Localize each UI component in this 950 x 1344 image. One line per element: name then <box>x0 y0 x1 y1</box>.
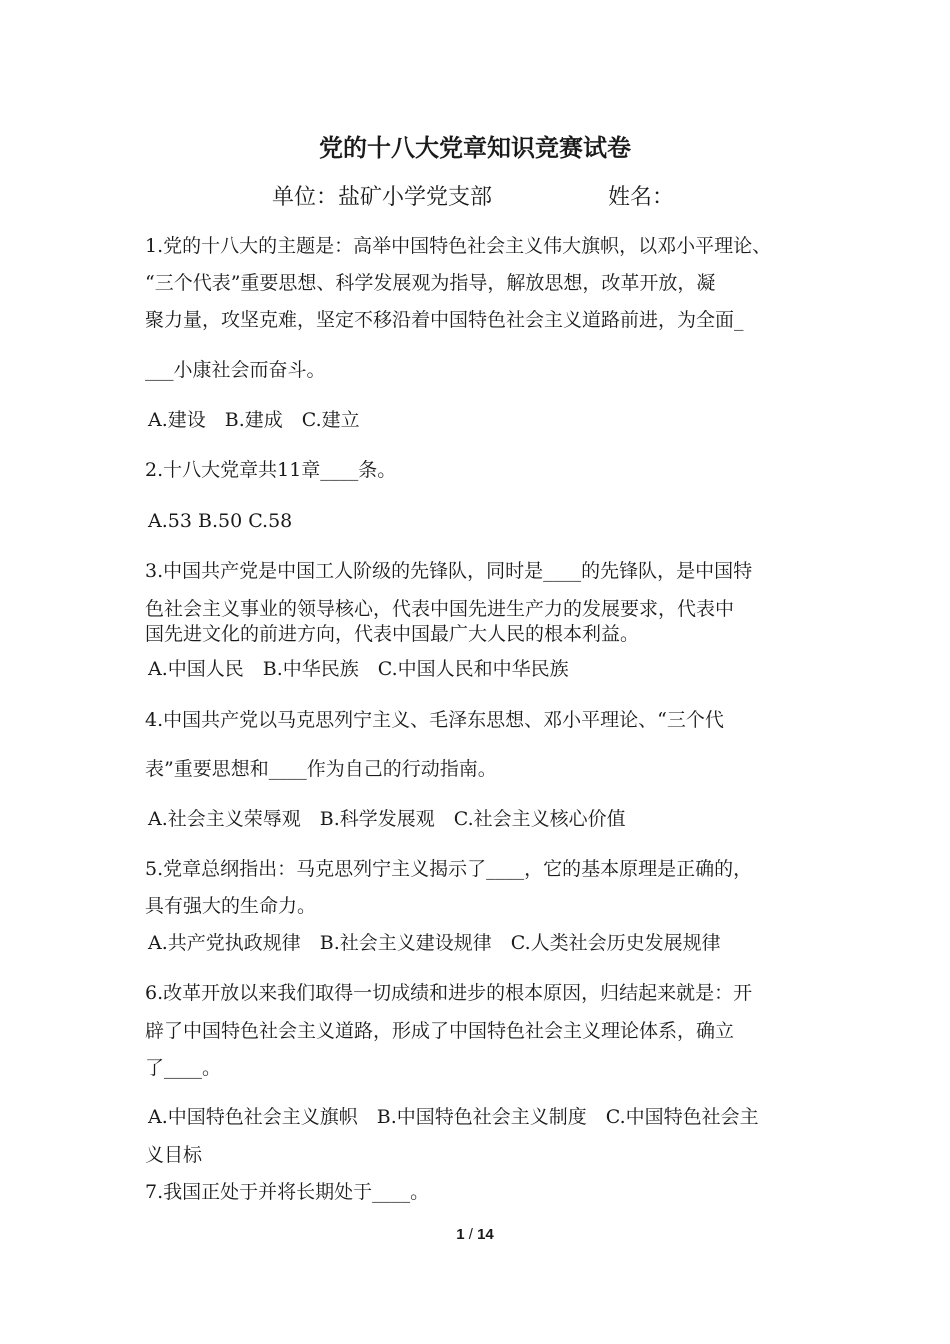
text-line: 1.党的十八大的主题是：高举中国特色社会主义伟大旗帜，以邓小平理论、 <box>145 235 772 257</box>
page-number <box>0 1226 950 1243</box>
option-line: A.社会主义荣辱观 B.科学发展观 C.社会主义核心价值 <box>148 808 626 830</box>
option-line: A.建设 B.建成 C.建立 <box>148 409 360 431</box>
text-line: 具有强大的生命力。 <box>145 895 317 917</box>
text-line: 6.改革开放以来我们取得一切成绩和进步的根本原因，归结起来就是：开 <box>145 982 753 1004</box>
text-line: ___小康社会而奋斗。 <box>145 359 326 381</box>
page-separator: / <box>468 1226 473 1243</box>
text-line: 表”重要思想和____作为自己的行动指南。 <box>145 758 497 780</box>
option-line: A.中国人民 B.中华民族 C.中国人民和中华民族 <box>148 658 569 680</box>
option-line: A.53 B.50 C.58 <box>148 510 293 532</box>
text-line: 国先进文化的前进方向，代表中国最广大人民的根本利益。 <box>145 623 640 645</box>
total-pages: 14 <box>477 1226 494 1243</box>
text-line: 2.十八大党章共11章____条。 <box>145 459 397 481</box>
text-line: 聚力量，攻坚克难，坚定不移沿着中国特色社会主义道路前进，为全面_ <box>145 309 744 331</box>
name-label: 姓名： <box>608 185 675 210</box>
option-line: A.共产党执政规律 B.社会主义建设规律 C.人类社会历史发展规律 <box>148 932 721 954</box>
header-line <box>272 182 675 214</box>
option-line: A.中国特色社会主义旗帜 B.中国特色社会主义制度 C.中国特色社会主 <box>148 1106 759 1128</box>
text-line: 了____。 <box>145 1057 222 1079</box>
text-line: 色社会主义事业的领导核心，代表中国先进生产力的发展要求，代表中 <box>145 598 735 620</box>
unit-label: 单位：盐矿小学党支部 <box>272 185 493 210</box>
current-page: 1 <box>456 1226 465 1243</box>
text-line: 3.中国共产党是中国工人阶级的先锋队，同时是____的先锋队，是中国特 <box>145 560 753 582</box>
text-line: 4.中国共产党以马克思列宁主义、毛泽东思想、邓小平理论、“三个代 <box>145 709 724 731</box>
text-line: 辟了中国特色社会主义道路，形成了中国特色社会主义理论体系，确立 <box>145 1020 735 1042</box>
text-line: 5.党章总纲指出：马克思列宁主义揭示了____，它的基本原理是正确的， <box>145 858 753 880</box>
text-line: 义目标 <box>145 1144 203 1166</box>
page-title: 党的十八大党章知识竞赛试卷 <box>319 133 631 162</box>
text-line: 7.我国正处于并将长期处于____。 <box>145 1181 430 1203</box>
text-line: “三个代表”重要思想、科学发展观为指导，解放思想，改革开放，凝 <box>145 272 716 294</box>
